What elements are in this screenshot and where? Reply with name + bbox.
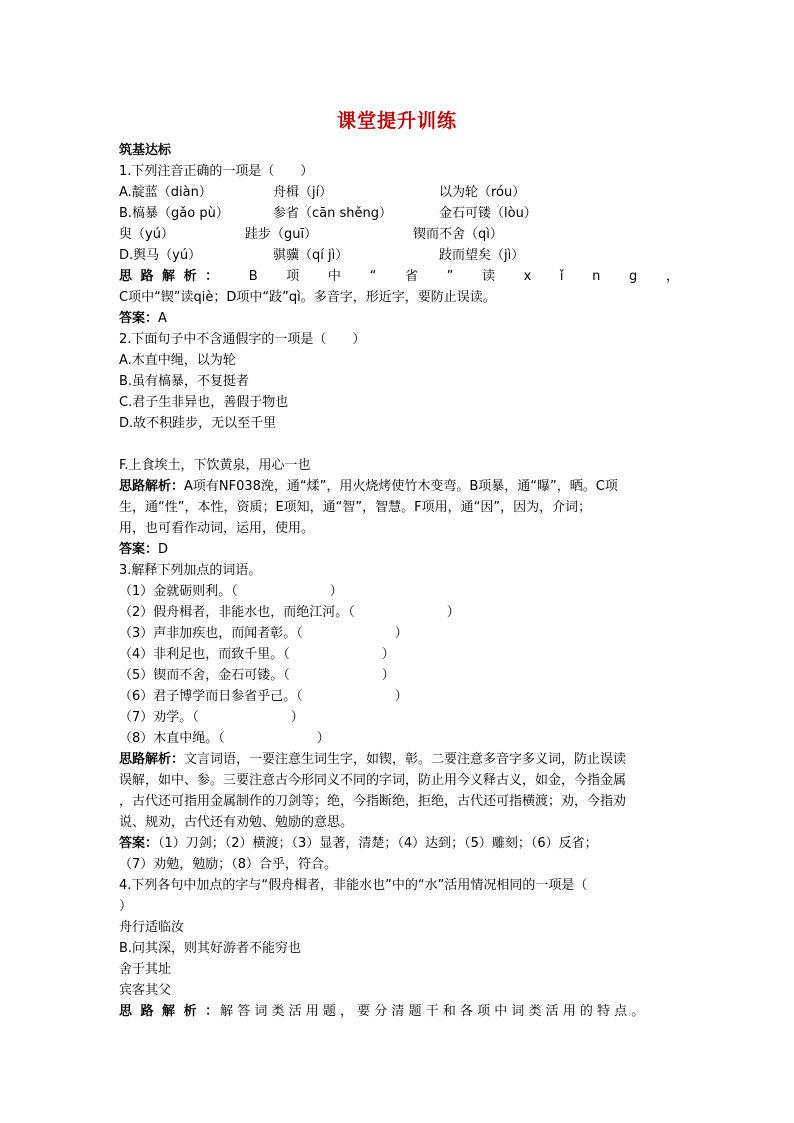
- q3-item-8: （8）木直中绳。（ ）: [119, 731, 330, 746]
- q3-item-3: （3）声非加疾也，而闻者彰。（ ）: [119, 626, 408, 641]
- q1-option-d: D.舆马（yú） 骐骥（qí jì） 跂而望矣（jì）: [119, 248, 525, 263]
- section-heading: 筑基达标: [119, 143, 172, 158]
- q3-item-5: （5）锲而不舍，金石可镂。（ ）: [119, 668, 395, 683]
- page-title: 课堂提升训练: [336, 110, 457, 132]
- q2-analysis-line1: 思路解析：A项有NF038浼，通“煣”，用火烧烤使竹木变弯。B项暴，通“曝”，晒。C项: [119, 479, 618, 494]
- q3-item-4: （4）非利足也，而致千里。（ ）: [119, 647, 395, 662]
- q1-stem: 1.下列注音正确的一项是（ ）: [119, 164, 314, 179]
- q4-stem-line1: 4.下列各句中加点的字与“假舟楫者，非能水也”中的“水”活用情况相同的一项是（: [119, 878, 588, 893]
- q4-option-a: 舟行适临汝: [119, 920, 185, 935]
- q4-stem-line2: ）: [119, 899, 133, 914]
- q2-option-d: D.故不积跬步，无以至千里: [119, 416, 277, 431]
- q2-analysis-line2: 生，通“性”，本性，资质；E项知，通“智”，智慧。F项用，通“因”，因为，介词；: [119, 500, 592, 515]
- q3-answer-line2: （7）劝勉，勉励；（8）合乎，符合。: [119, 857, 338, 872]
- q1-option-c: 臾（yú） 跬步（guī） 锲而不舍（qì）: [119, 227, 503, 242]
- q3-item-6: （6）君子博学而日参省乎己。（ ）: [119, 689, 408, 704]
- q3-analysis-line3: ，古代还可指用金属制作的刀剑等；绝，今指断绝，拒绝，古代还可指横渡；劝，今指劝: [119, 794, 627, 809]
- q3-item-2: （2）假舟楫者，非能水也，而绝江河。（ ）: [119, 605, 460, 620]
- q4-option-c: 舍于其址: [119, 962, 172, 977]
- q4-option-d: 宾客其父: [119, 983, 172, 998]
- q1-analysis-line2: C项中“锲”读qiè；D项中“跂”qì。多音字，形近字，要防止误读。: [119, 290, 496, 305]
- q2-option-b: B.虽有槁暴，不复挺者: [119, 374, 250, 389]
- q1-analysis-line1: 思 路 解 析 ： B 项 中 “ 省 ” 读 x ǐ n g ，: [119, 266, 679, 287]
- q1-option-a: A.靛蓝（diàn） 舟楫（jí） 以为轮（róu）: [119, 185, 526, 200]
- q2-option-f: F.上食埃土，下饮黄泉，用心一也: [119, 458, 311, 473]
- q2-answer: 答案：D: [119, 542, 169, 557]
- q3-item-7: （7）劝学。（ ）: [119, 710, 304, 725]
- q3-item-1: （1）金就砺则利。（ ）: [119, 584, 343, 599]
- q3-answer-line1: 答案：（1）刀剑；（2）横渡；（3）显著，清楚；（4）达到；（5）雕刻；（6）反省；: [119, 836, 598, 851]
- q4-option-b: B.问其深，则其好游者不能穷也: [119, 941, 302, 956]
- document-body: [119, 140, 679, 1022]
- q3-analysis-line1: 思路解析：文言词语，一要注意生词生字，如锲，彰。二要注意多音字多义词，防止误读: [119, 752, 627, 767]
- q3-stem: 3.解释下列加点的词语。: [119, 563, 262, 578]
- q2-option-a: A.木直中绳，以为轮: [119, 353, 236, 368]
- analysis-label: 思 路 解 析 ：: [119, 269, 221, 284]
- q2-stem: 2.下面句子中不含通假字的一项是（ ）: [119, 332, 366, 347]
- q4-analysis: 思 路 解 析 ：解 答 词 类 活 用 题 ， 要 分 清 题 干 和 各 项 中 词 类 活 用 的 特 点 。: [119, 1004, 645, 1019]
- q2-option-c: C.君子生非异也，善假于物也: [119, 395, 289, 410]
- q1-option-b: B.槁暴（gǎo pù） 参省（cān shěng） 金石可镂（lòu）: [119, 206, 537, 221]
- q2-analysis-line3: 用，也可看作动词，运用，使用。: [119, 521, 315, 536]
- q3-analysis-line2: 误解，如中、参。三要注意古今形同义不同的字词，防止用今义释古义，如金，今指金属: [119, 773, 627, 788]
- q3-analysis-line4: 说、规劝，古代还有劝勉、勉励的意思。: [119, 815, 354, 830]
- q1-answer: 答案：A: [119, 311, 167, 326]
